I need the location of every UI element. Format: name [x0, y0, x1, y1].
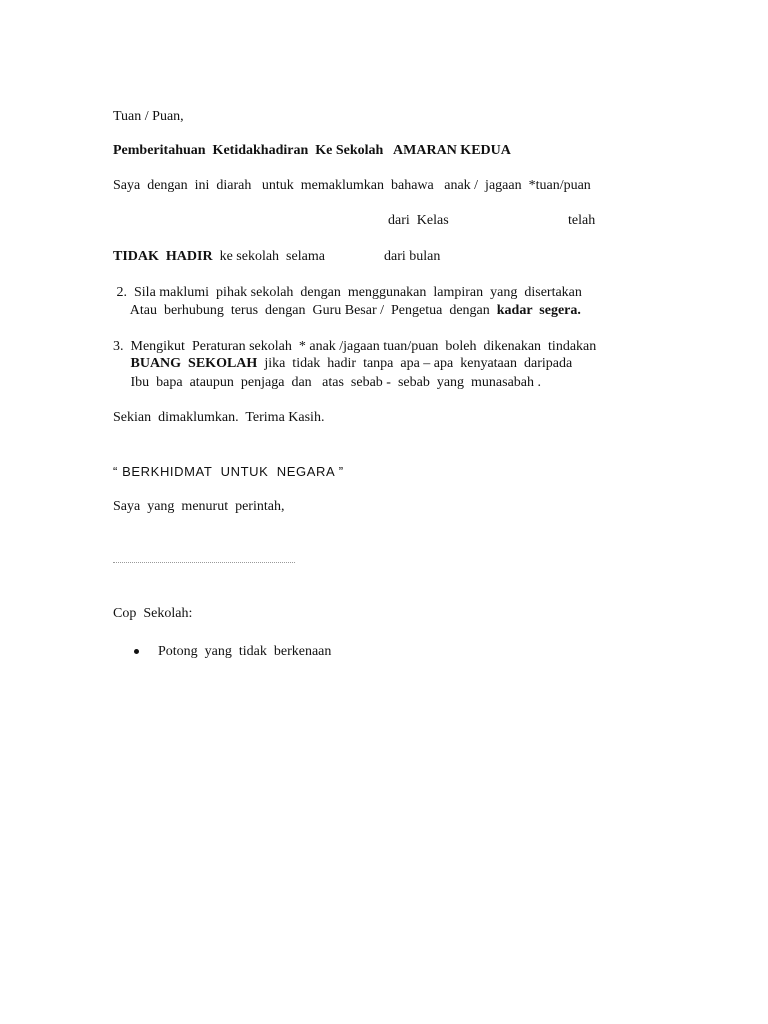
closing-text: Sekian dimaklumkan. Terima Kasih. — [113, 410, 325, 425]
signature-line — [113, 562, 295, 563]
absence-duration-text: ke sekolah selama — [212, 249, 325, 264]
item-2-line-2 — [113, 302, 581, 320]
telah-label: telah — [568, 213, 596, 228]
item-3-line-1: 3. Mengikut Peraturan sekolah * anak /jagaan tuan/puan boleh dikenakan tindakan — [113, 339, 597, 354]
letter-heading: Pemberitahuan Ketidakhadiran Ke Sekolah AMARAN KEDUA — [113, 143, 511, 158]
bullet-icon — [134, 649, 139, 654]
item-3-line-3: Ibu bapa ataupun penjaga dan atas sebab - sebab yang munasabah . — [113, 375, 542, 390]
absence-line — [113, 248, 325, 266]
salutation: Tuan / Puan, — [113, 109, 184, 124]
item-3-line-2 — [113, 355, 572, 373]
school-stamp-label: Cop Sekolah: — [113, 606, 193, 621]
item-2-line-1: 2. Sila maklumi pihak sekolah dengan menggunakan lampiran yang disertakan — [113, 285, 582, 300]
class-field-label: dari Kelas — [388, 213, 449, 228]
tidak-hadir-bold: TIDAK HADIR — [113, 249, 213, 264]
month-field-label: dari bulan — [384, 249, 441, 264]
strike-out-note: Potong yang tidak berkenaan — [158, 644, 332, 659]
buang-sekolah-bold: BUANG SEKOLAH — [113, 356, 258, 371]
item-3-line-2-text: jika tidak hadir tanpa apa – apa kenyataan daripada — [257, 356, 573, 371]
kadar-segera-bold: kadar segera. — [496, 303, 581, 318]
sign-off: Saya yang menurut perintah, — [113, 499, 285, 514]
paragraph-1-line-1: Saya dengan ini diarah untuk memaklumkan bahawa anak / jagaan *tuan/puan — [113, 178, 591, 193]
motto: “ BERKHIDMAT UNTUK NEGARA ” — [113, 464, 344, 479]
item-2-line-2-text: Atau berhubung terus dengan Guru Besar / Pengetua dengan — [113, 303, 497, 318]
